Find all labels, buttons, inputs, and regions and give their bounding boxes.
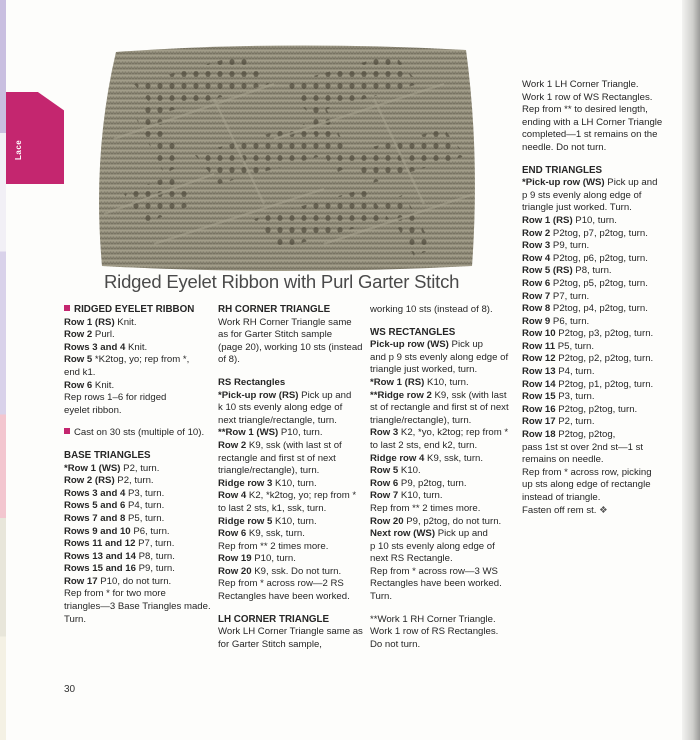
instruction-line: instead of triangle. [522, 492, 601, 503]
row-text: Purl. [92, 329, 115, 341]
instruction-line: p 10 sts evenly along edge of [370, 540, 495, 552]
row-label: Row 1 (RS) [64, 316, 115, 328]
instruction-line [218, 553, 366, 566]
instruction-line [522, 353, 682, 366]
row-label: Row 20 [370, 515, 404, 527]
instruction-line: Turn. [370, 591, 393, 603]
column-2 [218, 304, 366, 651]
instruction-line: Rep from ** 2 times more. [370, 502, 481, 514]
row-text: P7, turn. [135, 538, 175, 550]
row-label: Row 4 [522, 252, 551, 264]
section-heading-ws-rectangles: WS RECTANGLES [370, 326, 456, 338]
instruction-line [64, 576, 212, 589]
instruction-line [522, 303, 682, 316]
instruction-line: next triangle/rectangle, turn. [218, 414, 337, 426]
instruction-line [64, 488, 212, 501]
instruction-line [64, 563, 212, 576]
row-label: Row 15 [522, 391, 556, 403]
row-label: Row 2 [218, 439, 247, 451]
row-label: Row 3 [370, 427, 399, 439]
row-label: Rows 11 and 12 [64, 538, 136, 550]
instruction-line: pass 1st st over 2nd st—1 st [522, 441, 644, 453]
row-label: Row 9 [522, 315, 551, 327]
instruction-line [64, 526, 212, 539]
instruction-line: to last 2 sts, end k2, turn. [370, 439, 478, 451]
instruction-line: triangle just worked. Turn. [522, 202, 632, 214]
row-label: Row 2 (RS) [64, 475, 115, 487]
row-text: Fasten off rem st. [522, 504, 597, 516]
row-text: P8, turn. [135, 550, 175, 562]
instruction-line: Work 1 row of WS Rectangles. [522, 91, 653, 103]
row-text: P2tog, p1, p2tog, turn. [555, 378, 654, 390]
row-text: P6, turn. [550, 315, 590, 327]
row-text: K9, ssk, turn. [246, 528, 305, 540]
instruction-line [370, 465, 520, 478]
instruction-line: Turn. [64, 613, 87, 625]
row-label: Row 5 [64, 354, 93, 366]
knitted-swatch-photo [94, 44, 476, 274]
instruction-line [522, 341, 682, 354]
row-label: Row 2 [64, 329, 93, 341]
instruction-line [218, 490, 366, 503]
instruction-line: Rep from * for two more [64, 588, 166, 600]
instruction-line [522, 328, 682, 341]
instruction-line [370, 478, 520, 491]
section-heading-rs-rectangles: RS Rectangles [218, 376, 286, 388]
instruction-line [218, 566, 366, 579]
instruction-line: **Work 1 RH Corner Triangle. [370, 613, 496, 625]
row-text: P8, turn. [572, 265, 612, 277]
row-label: Row 8 [522, 303, 551, 315]
section-tab-label: Lace [14, 139, 23, 160]
section-heading-ridged-eyelet-ribbon [64, 304, 212, 317]
row-label: Row 12 [522, 353, 556, 365]
row-label: Row 5 (RS) [522, 265, 573, 277]
row-text: P5, turn. [125, 512, 165, 524]
section-heading-end-triangles: END TRIANGLES [522, 164, 603, 176]
instruction-line [218, 478, 366, 491]
row-label: Row 1 (RS) [522, 214, 573, 226]
instruction-line: Work LH Corner Triangle same as [218, 626, 363, 638]
row-text: P4, turn. [555, 366, 595, 378]
row-text: Pick up and [604, 177, 658, 189]
instruction-line: working 10 sts (instead of 8). [370, 304, 493, 315]
instruction-line [64, 551, 212, 564]
instruction-line: to last 2 sts, k1, ssk, turn. [218, 502, 327, 514]
row-label: Ridge row 3 [218, 477, 273, 489]
row-label: Row 19 [218, 553, 252, 565]
instruction-line: needle. Do not turn. [522, 141, 607, 153]
row-label: Ridge row 5 [218, 515, 273, 527]
row-label: Row 16 [522, 403, 556, 415]
instruction-line: p 9 sts evenly along edge of [522, 189, 642, 201]
row-label: Row 6 [370, 477, 399, 489]
row-label: Row 11 [522, 340, 556, 352]
instruction-line [522, 404, 682, 417]
row-text: K9, ssk (with last st of [246, 439, 342, 451]
row-text: K10, turn. [398, 490, 443, 502]
instruction-line [218, 390, 366, 403]
row-label: Rows 3 and 4 [64, 341, 126, 353]
instruction-line [370, 453, 520, 466]
instruction-line [522, 228, 682, 241]
instruction-line: up sts along edge of rectangle [522, 479, 651, 491]
row-text: K10, turn. [424, 376, 469, 388]
row-label: Row 17 [64, 575, 98, 587]
row-text: K2, *k2tog, yo; rep from * [246, 490, 357, 502]
instruction-line: as for Garter Stitch sample [218, 329, 333, 341]
row-text: P10, do not turn. [97, 575, 172, 587]
row-label: *Pick-up row (RS) [218, 389, 299, 401]
row-text: P2tog, p3, p2tog, turn. [555, 328, 654, 340]
pattern-title: Ridged Eyelet Ribbon with Purl Garter Stitch [104, 271, 460, 292]
instruction-line [64, 538, 212, 551]
instruction-line [522, 391, 682, 404]
instruction-line [522, 177, 682, 190]
row-text: Knit. [114, 316, 137, 328]
instruction-line [218, 528, 366, 541]
instruction-line: Work RH Corner Triangle same [218, 316, 352, 328]
section-heading-lh-corner-triangle: LH CORNER TRIANGLE [218, 613, 330, 625]
row-text: P2tog, p2, p2tog, turn. [555, 353, 654, 365]
instruction-line [522, 291, 682, 304]
instruction-line: next RS Rectangle. [370, 553, 453, 565]
instruction-line: Rep from * across row, picking [522, 466, 652, 478]
row-label: Row 18 [522, 429, 556, 441]
section-tab [6, 92, 64, 184]
instruction-line [370, 390, 520, 403]
cast-on-note [64, 427, 212, 440]
page-edge-color-strip [0, 0, 6, 740]
instruction-line: and p 9 sts evenly along edge of [370, 351, 509, 363]
instruction-line: Rep from * across row—2 RS [218, 578, 344, 590]
row-label: *Row 1 (RS) [370, 376, 425, 388]
row-text: K10, turn. [272, 477, 317, 489]
column-4 [522, 79, 682, 517]
instruction-line [64, 380, 212, 393]
instruction-line [522, 379, 682, 392]
row-text: *K2tog, yo; rep from *, [92, 354, 190, 366]
row-text: P2, turn. [120, 462, 160, 474]
row-label: Row 4 [218, 490, 247, 502]
row-label: Row 20 [218, 565, 252, 577]
row-label: Rows 15 and 16 [64, 563, 136, 575]
row-text: P2tog, p2tog, [555, 429, 616, 441]
row-label: Rows 13 and 14 [64, 550, 136, 562]
instruction-line: for Garter Stitch sample, [218, 638, 322, 650]
instruction-line [370, 490, 520, 503]
row-text: K9, ssk (with last [431, 389, 507, 401]
instruction-line: Rectangles have been worked. [218, 591, 350, 603]
row-text: P10, turn. [251, 553, 296, 565]
bullet-square-icon [64, 428, 70, 434]
instruction-line: Rep from ** to desired length, [522, 104, 648, 116]
row-label: Row 14 [522, 378, 556, 390]
instruction-line: Rectangles have been worked. [370, 578, 502, 590]
instruction-line: triangles—3 Base Triangles made. [64, 601, 211, 613]
instruction-line [64, 463, 212, 476]
instruction-line [522, 253, 682, 266]
row-text: P9, p2tog, do not turn. [403, 515, 502, 527]
instruction-line: Work 1 row of RS Rectangles. [370, 626, 499, 638]
instruction-line [218, 516, 366, 529]
instruction-line [522, 316, 682, 329]
row-text: P9, p2tog, turn. [398, 477, 467, 489]
row-text: P2tog, p6, p2tog, turn. [550, 252, 648, 264]
row-text: P9, turn. [550, 240, 590, 252]
instruction-line: ending with a LH Corner Triangle [522, 116, 663, 128]
row-text: K10, turn. [272, 515, 317, 527]
row-text: P2, turn. [555, 416, 595, 428]
row-label: **Ridge row 2 [370, 389, 432, 401]
instruction-line: end k1. [64, 366, 96, 378]
row-text: Pick up and [298, 389, 352, 401]
instruction-line [370, 528, 520, 541]
instruction-line [218, 440, 366, 453]
instruction-line [522, 215, 682, 228]
row-label: Rows 3 and 4 [64, 487, 126, 499]
instruction-line [64, 342, 212, 355]
bullet-square-icon [64, 305, 70, 311]
instruction-line: triangle/rectangle), turn. [370, 414, 472, 426]
row-text: Knit. [125, 341, 148, 353]
section-heading-base-triangles: BASE TRIANGLES [64, 449, 151, 461]
row-label: Row 13 [522, 366, 556, 378]
row-text: P2tog, p4, p2tog, turn. [550, 303, 648, 315]
row-label: Row 6 [522, 277, 551, 289]
row-label: Row 3 [522, 240, 551, 252]
row-label: Pick-up row (WS) [370, 339, 449, 351]
instruction-line [64, 329, 212, 342]
instruction-line [370, 516, 520, 529]
instruction-line [64, 500, 212, 513]
instruction-line [522, 416, 682, 429]
row-text: P5, turn. [555, 340, 594, 352]
end-ornament-icon: ❖ [599, 504, 608, 516]
instruction-line [522, 240, 682, 253]
instruction-line [64, 317, 212, 330]
row-label: Row 10 [522, 328, 556, 340]
row-text: K9, ssk, turn. [424, 452, 484, 464]
row-text: K9, ssk. Do not turn. [251, 565, 342, 577]
instruction-line: Rep from ** 2 times more. [218, 540, 329, 552]
row-text: P3, turn. [555, 391, 595, 403]
instruction-line [370, 339, 520, 352]
instruction-line: eyelet ribbon. [64, 404, 122, 416]
row-text: P2tog, p2tog, turn. [555, 403, 638, 415]
instruction-line: rectangle and first st of next [218, 452, 336, 464]
row-text: RIDGED EYELET RIBBON [74, 304, 195, 315]
instruction-line [522, 278, 682, 291]
instruction-line: Rep rows 1–6 for ridged [64, 392, 167, 404]
row-label: Row 6 [218, 528, 247, 540]
row-text: P10, turn. [572, 214, 617, 226]
instruction-line [522, 265, 682, 278]
row-text: P2tog, p7, p2tog, turn. [550, 227, 648, 239]
instruction-line: st of rectangle and first st of next [370, 402, 509, 414]
instruction-line [370, 377, 520, 390]
row-text: P4, turn. [125, 500, 165, 512]
row-label: Row 17 [522, 416, 556, 428]
section-heading-rh-corner-triangle: RH CORNER TRIANGLE [218, 304, 331, 315]
instruction-line: (page 20), working 10 sts (instead [218, 341, 363, 353]
row-text: P6, turn. [130, 525, 170, 537]
column-1 [64, 304, 212, 626]
instruction-line: Do not turn. [370, 638, 421, 650]
row-label: Ridge row 4 [370, 452, 425, 464]
row-label: Rows 5 and 6 [64, 500, 126, 512]
instruction-line: triangle/rectangle), turn. [218, 465, 320, 477]
instruction-line: Rep from * across row—3 WS [370, 565, 498, 577]
instruction-line [218, 427, 366, 440]
row-text: K2, *yo, k2tog; rep from * [398, 427, 509, 439]
row-text: P2, turn. [114, 475, 154, 487]
row-text: Cast on 30 sts (multiple of 10). [74, 427, 205, 439]
row-label: Rows 9 and 10 [64, 525, 131, 537]
row-label: Rows 7 and 8 [64, 512, 126, 524]
instruction-line [370, 427, 520, 440]
row-label: **Row 1 (WS) [218, 427, 279, 439]
row-text: P2tog, p5, p2tog, turn. [550, 277, 648, 289]
instruction-line: completed—1 st remains on the [522, 129, 658, 141]
book-gutter-shadow [682, 0, 700, 740]
row-label: Row 2 [522, 227, 551, 239]
instruction-line [64, 475, 212, 488]
instruction-line: of 8). [218, 354, 240, 366]
row-text: Pick up [448, 339, 484, 351]
instruction-line: k 10 sts evenly along edge of [218, 402, 343, 414]
row-label: Row 6 [64, 379, 93, 391]
instruction-line [522, 366, 682, 379]
row-label: *Row 1 (WS) [64, 462, 121, 474]
row-label: Row 7 [370, 490, 399, 502]
row-label: *Pick-up row (WS) [522, 177, 605, 189]
instruction-line [522, 505, 682, 518]
row-label: Row 5 [370, 465, 399, 477]
instruction-line [64, 354, 212, 367]
page-number: 30 [64, 684, 76, 695]
row-text: P7, turn. [550, 290, 590, 302]
instruction-line: Work 1 LH Corner Triangle. [522, 79, 639, 90]
row-text: Knit. [92, 379, 115, 391]
row-text: P3, turn. [125, 487, 165, 499]
row-label: Row 7 [522, 290, 551, 302]
instruction-line: remains on needle. [522, 454, 604, 466]
row-text: Pick up and [435, 528, 488, 540]
instruction-line: triangle just worked, turn. [370, 364, 478, 376]
row-text: P9, turn. [135, 563, 175, 575]
instruction-line [64, 513, 212, 526]
row-label: Next row (WS) [370, 528, 436, 540]
column-3 [370, 304, 520, 651]
row-text: P10, turn. [278, 427, 323, 439]
instruction-line [522, 429, 682, 442]
row-text: K10. [398, 465, 421, 477]
